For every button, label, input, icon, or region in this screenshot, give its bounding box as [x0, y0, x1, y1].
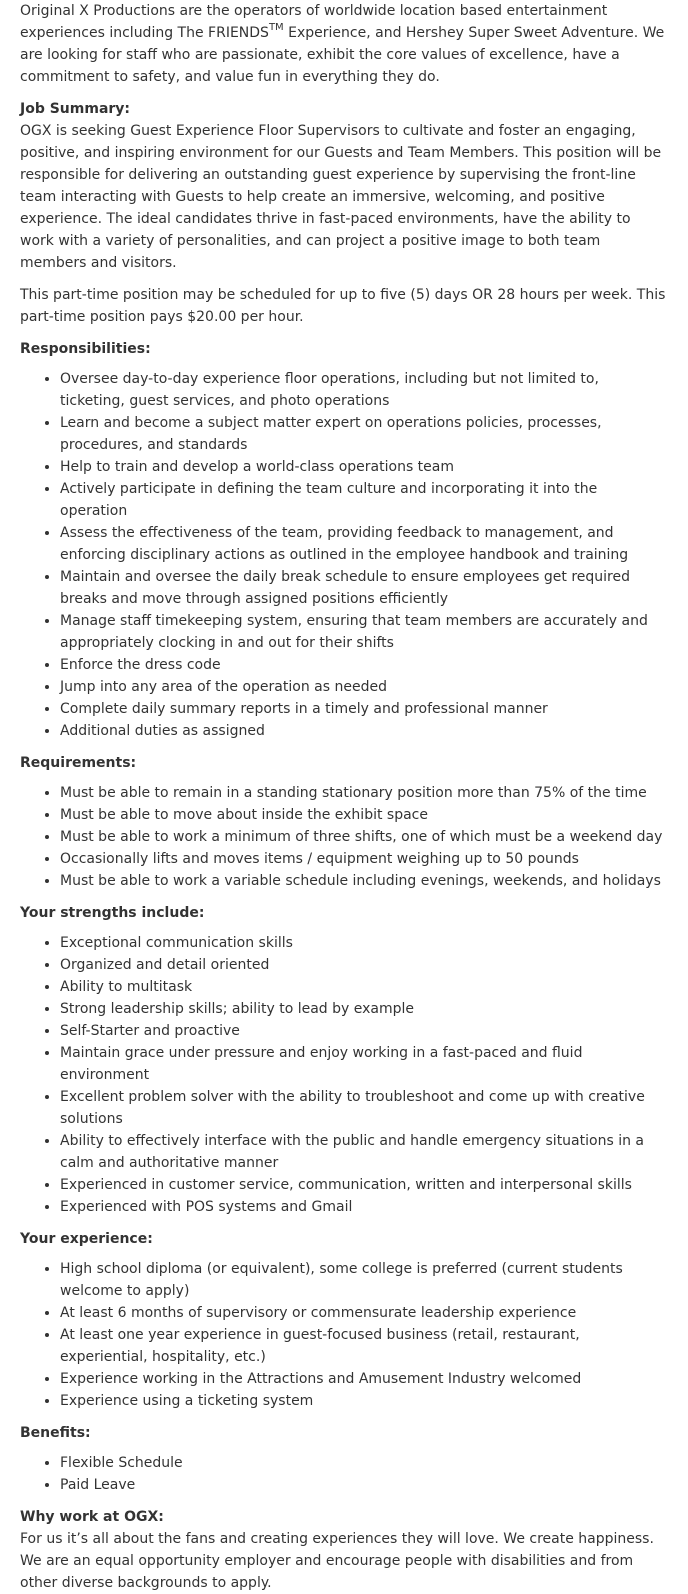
list-item: • At least 6 months of supervisory or commensurate leadership experience — [60, 1302, 668, 1324]
list-item: • Experienced with POS systems and Gmail — [60, 1196, 668, 1218]
requirements-heading: Requirements: — [20, 755, 137, 771]
list-item: • Maintain grace under pressure and enjoy working in a fast-paced and fluid environment — [60, 1042, 668, 1086]
job-summary-text: OGX is seeking Guest Experience Floor Supervisors to cultivate and foster an engaging, positive, and inspiring environment for our Guests and Team Members. This position will be responsible for delivering an outstanding guest experience by supervising the front-line team interacting with Guests to help create an immersive, welcoming, and positive experience. The ideal candidates thrive in fast-paced environments, have the ability to work with a variety of personalities, and can project a positive image to both team members and visitors. — [20, 123, 662, 271]
list-item: • Enforce the dress code — [60, 654, 668, 676]
list-item: • Strong leadership skills; ability to lead by example — [60, 998, 668, 1020]
experience-heading: Your experience: — [20, 1231, 153, 1247]
why-work-text: For us it’s all about the fans and creating experiences they will love. We create happiness. We are an equal opportunity employer and encourage people with disabilities and from other diverse backgrounds to apply. — [20, 1531, 654, 1591]
list-item: • Ability to multitask — [60, 976, 668, 998]
experience-list — [20, 1258, 668, 1412]
why-work-heading: Why work at OGX: — [20, 1509, 164, 1525]
list-item: • Manage staff timekeeping system, ensuring that team members are accurately and appropriately clocking in and out for their shifts — [60, 610, 668, 654]
intro-text: Original X Productions are the operators of worldwide location based entertainment experiences including The FRIENDS — [20, 3, 608, 41]
list-item: • Must be able to move about inside the exhibit space — [60, 804, 668, 826]
list-item: • Organized and detail oriented — [60, 954, 668, 976]
list-item: • Excellent problem solver with the ability to troubleshoot and come up with creative solutions — [60, 1086, 668, 1130]
list-item: • Learn and become a subject matter expert on operations policies, processes, procedures, and standards — [60, 412, 668, 456]
list-item: • Additional duties as assigned — [60, 720, 668, 742]
job-summary-heading: Job Summary: — [20, 101, 131, 117]
list-item: • Paid Leave — [60, 1474, 668, 1496]
list-item: • Experienced in customer service, communication, written and interpersonal skills — [60, 1174, 668, 1196]
requirements-list — [20, 782, 668, 892]
list-item: • Ability to effectively interface with the public and handle emergency situations in a calm and authoritative manner — [60, 1130, 668, 1174]
list-item: • Must be able to work a variable schedule including evenings, weekends, and holidays — [60, 870, 668, 892]
trademark-mark: TM — [268, 22, 284, 34]
strengths-heading: Your strengths include: — [20, 905, 205, 921]
benefits-heading: Benefits: — [20, 1425, 91, 1441]
list-item: • Self-Starter and proactive — [60, 1020, 668, 1042]
list-item: • Exceptional communication skills — [60, 932, 668, 954]
part-time-paragraph: This part-time position may be scheduled for up to five (5) days OR 28 hours per week. This part-time position pays $20.00 per hour. — [20, 287, 666, 325]
list-item: • Assess the effectiveness of the team, providing feedback to management, and enforcing disciplinary actions as outlined in the employee handbook and training — [60, 522, 668, 566]
list-item: • Help to train and develop a world-class operations team — [60, 456, 668, 478]
list-item: • Flexible Schedule — [60, 1452, 668, 1474]
intro-text-continued: Experience, and Hershey Super Sweet Adventure. We are looking for staff who are passionate, exhibit the core values of excellence, have a commitment to safety, and value fun in everything they do. — [20, 25, 665, 85]
list-item: • Must be able to work a minimum of three shifts, one of which must be a weekend day — [60, 826, 668, 848]
list-item: • Complete daily summary reports in a timely and professional manner — [60, 698, 668, 720]
list-item: • High school diploma (or equivalent), some college is preferred (current students welcome to apply) — [60, 1258, 668, 1302]
list-item: • At least one year experience in guest-focused business (retail, restaurant, experiential, hospitality, etc.) — [60, 1324, 668, 1368]
intro-paragraph — [20, 0, 668, 88]
benefits-list — [20, 1452, 668, 1496]
list-item: • Experience using a ticketing system — [60, 1390, 668, 1412]
list-item: • Actively participate in defining the team culture and incorporating it into the operation — [60, 478, 668, 522]
list-item: • Occasionally lifts and moves items / equipment weighing up to 50 pounds — [60, 848, 668, 870]
list-item: • Oversee day-to-day experience floor operations, including but not limited to, ticketing, guest services, and photo operations — [60, 368, 668, 412]
strengths-list — [20, 932, 668, 1218]
list-item: • Jump into any area of the operation as needed — [60, 676, 668, 698]
list-item: • Maintain and oversee the daily break schedule to ensure employees get required breaks and move through assigned positions efficiently — [60, 566, 668, 610]
list-item: • Must be able to remain in a standing stationary position more than 75% of the time — [60, 782, 668, 804]
list-item: • Experience working in the Attractions and Amusement Industry welcomed — [60, 1368, 668, 1390]
responsibilities-list — [20, 368, 668, 742]
responsibilities-heading: Responsibilities: — [20, 341, 151, 357]
